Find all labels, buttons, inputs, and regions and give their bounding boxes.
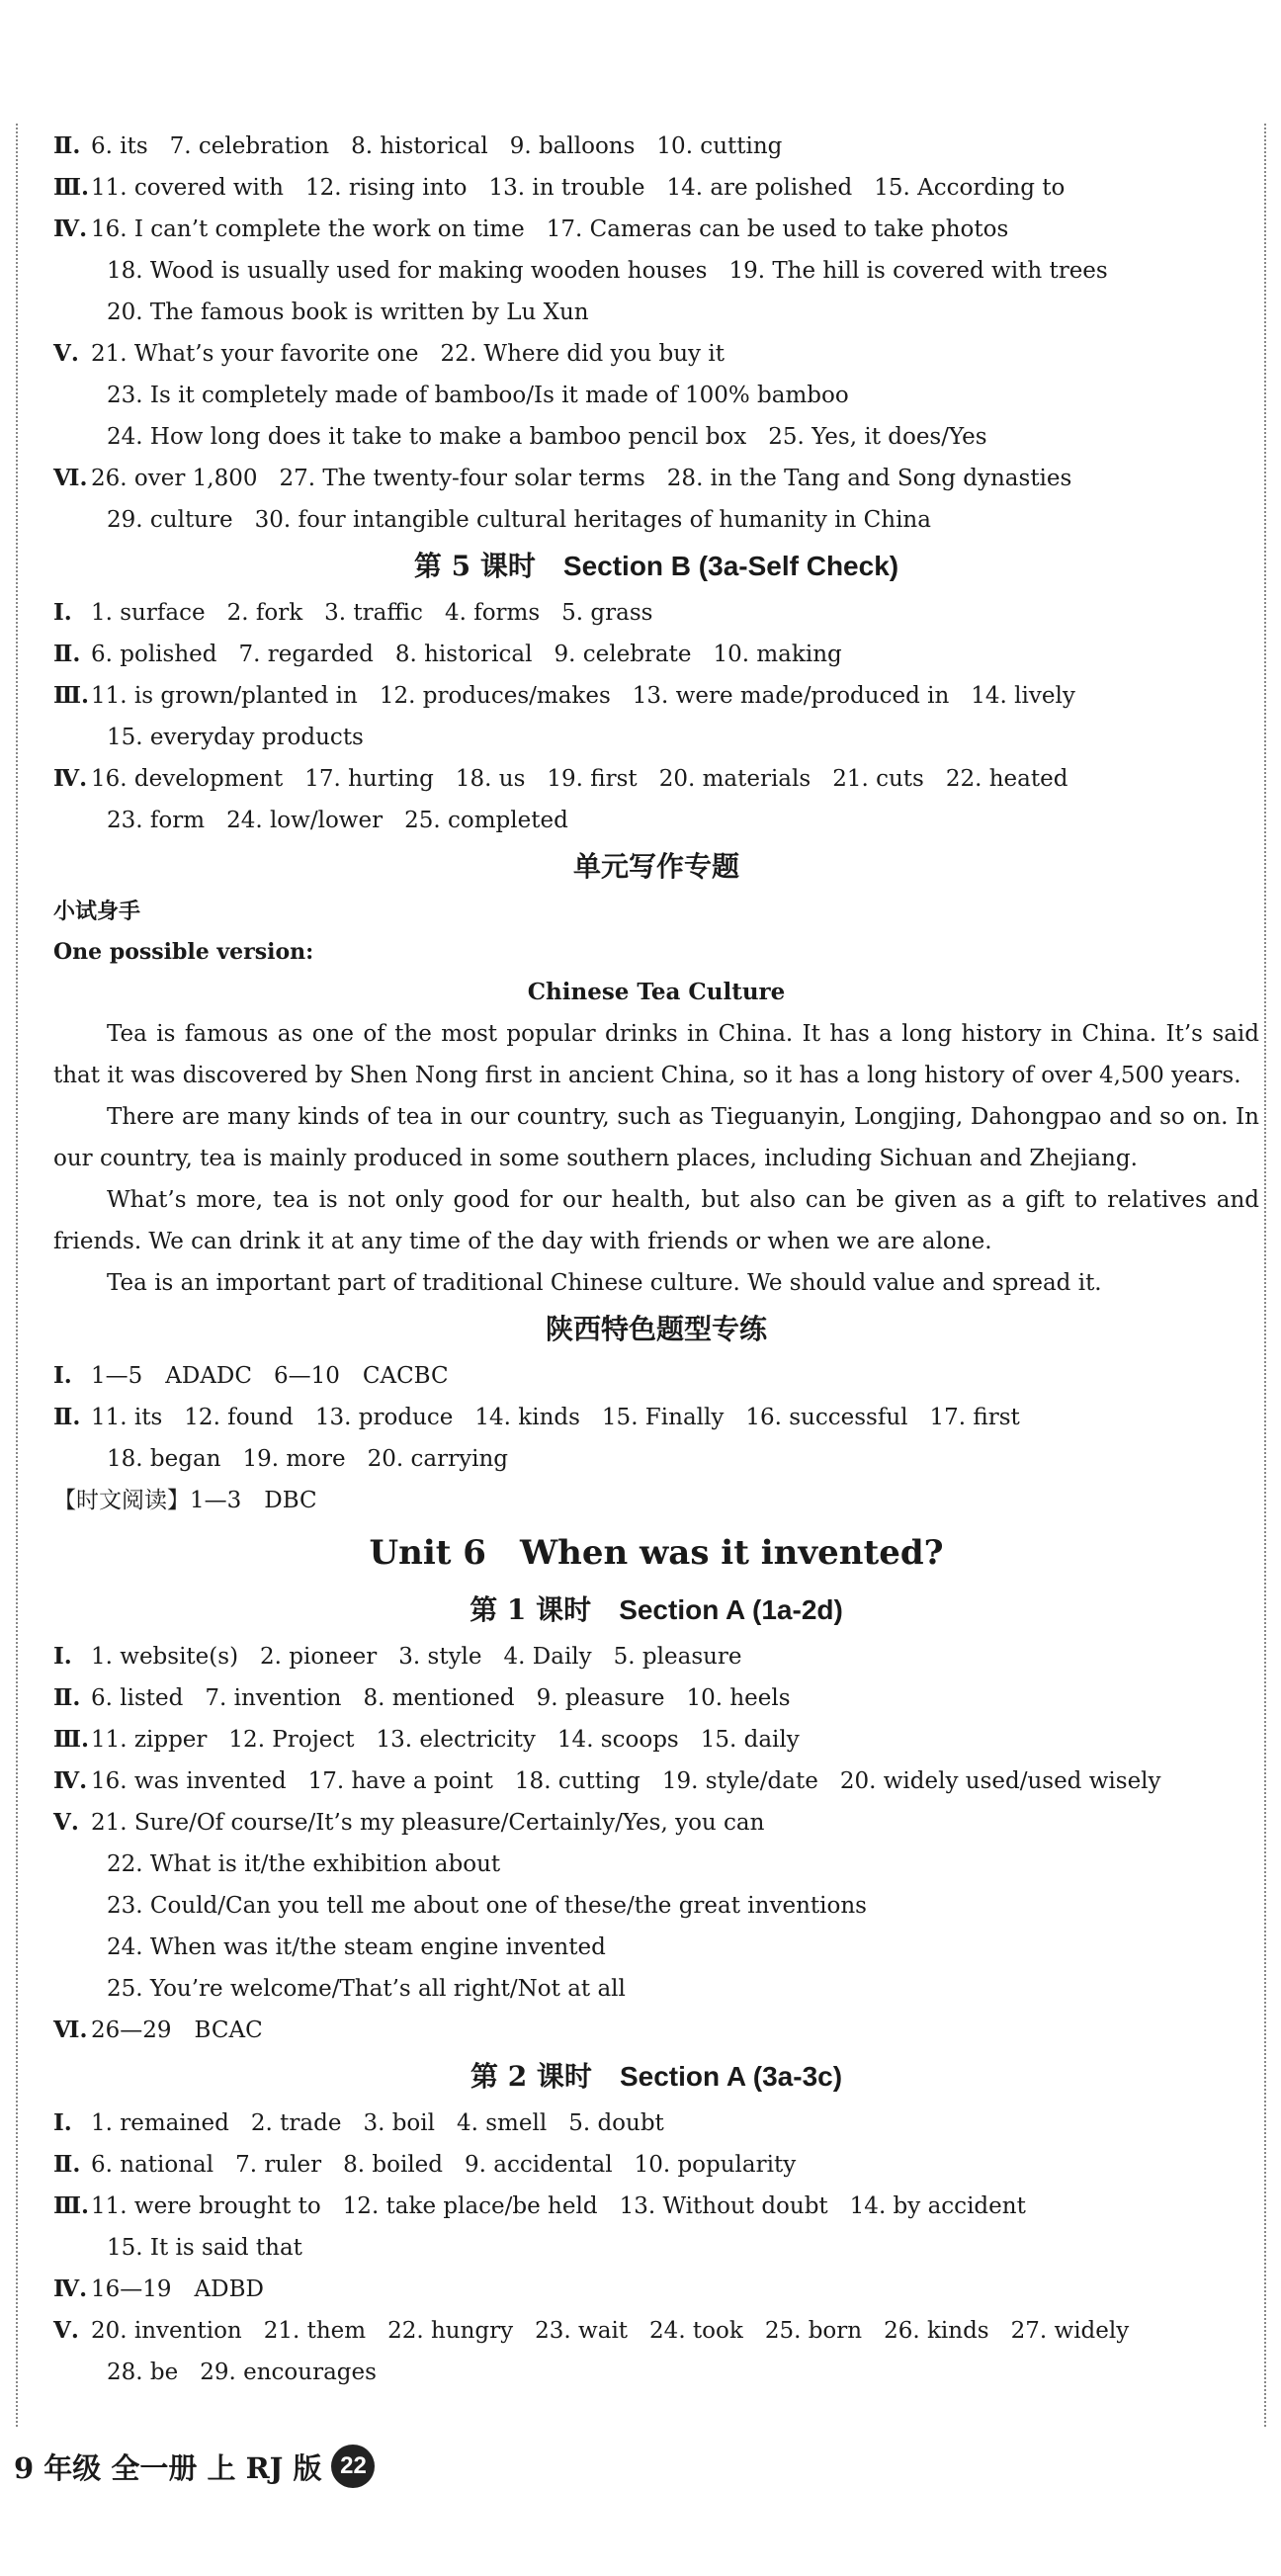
answer-item: 11. covered with [91, 175, 284, 201]
answer-item: 19. first [547, 766, 638, 792]
lesson-heading [53, 2051, 1259, 2103]
answer-line [53, 2010, 1259, 2051]
answer-item: 6. listed [91, 1685, 184, 1711]
page-footer [14, 2442, 375, 2491]
roman-numeral: Ⅲ. [53, 682, 90, 709]
answer-line [53, 1480, 1259, 1521]
essay-paragraph: What’s more, tea is not only good for our health, but also can be given as a gift to relatives and friends. We can drink it at any time of the day with friends or when we are alone. [53, 1187, 1259, 1254]
answer-line [53, 2103, 1259, 2144]
lesson-heading [53, 541, 1259, 592]
answer-item: 15. According to [874, 175, 1066, 201]
answer-item: 17. have a point [307, 1768, 493, 1794]
answer-item: 7. regarded [238, 642, 374, 667]
answer-item: 20. invention [91, 2318, 242, 2344]
answer-line [53, 333, 1259, 375]
answer-item: 17. Cameras can be used to take photos [546, 216, 1009, 242]
answer-item: 2. trade [250, 2110, 342, 2136]
answer-line [53, 126, 1259, 167]
answer-line [53, 1844, 1259, 1885]
answer-item: 30. four intangible cultural heritages of humanity in China [254, 507, 931, 533]
essay-paragraph: Tea is famous as one of the most popular drinks in China. It has a long history in China. It’s said that it was discovered by Shen Nong first in ancient China, so it has a long history of over 4,500 years. [53, 1021, 1259, 1088]
answer-line [53, 1968, 1259, 2010]
answer-item: 13. electricity [376, 1727, 536, 1753]
answer-item: 15. everyday products [107, 725, 364, 750]
answer-line [53, 499, 1259, 541]
answer-item: 1—5 ADADC [91, 1363, 252, 1389]
roman-numeral: Ⅰ. [53, 599, 72, 626]
answer-item: 8. boiled [343, 2152, 444, 2178]
answer-item: 11. zipper [91, 1727, 208, 1753]
answer-item: 8. historical [394, 642, 533, 667]
answer-item: 19. style/date [661, 1768, 818, 1794]
answer-item: 5. grass [561, 600, 653, 626]
chinese-heading: 单元写作专题 [572, 850, 739, 883]
answer-item: 1. website(s) [91, 1644, 239, 1670]
answer-item: 10. heels [686, 1685, 791, 1711]
answer-item: 6. its [91, 133, 148, 159]
answer-item: 12. Project [228, 1727, 355, 1753]
practice-label: 小试身手 [53, 900, 141, 924]
answer-item: 29. culture [107, 507, 233, 533]
answer-item: 7. celebration [169, 133, 330, 159]
answer-line [53, 2227, 1259, 2269]
answer-item: 13. Without doubt [619, 2193, 828, 2219]
right-dotted-rule [1264, 124, 1266, 2427]
answer-line [53, 2352, 1259, 2393]
answer-line [53, 1397, 1259, 1438]
answer-item: 23. Is it completely made of bamboo/Is it made of 100% bamboo [107, 383, 849, 408]
roman-numeral: Ⅵ. [53, 465, 88, 491]
answer-item: 4. Daily [503, 1644, 592, 1670]
answer-item: 16. successful [745, 1405, 908, 1430]
answer-item: 6. national [91, 2152, 214, 2178]
answer-item: 5. doubt [568, 2110, 664, 2136]
answer-item: 28. be [107, 2360, 179, 2385]
answer-item: 20. materials [658, 766, 811, 792]
answer-item: 19. more [242, 1446, 346, 1472]
answer-item: 28. in the Tang and Song dynasties [666, 466, 1072, 491]
page-number-badge: 22 [331, 2445, 375, 2488]
footer-grade-label: 9 年级 全一册 上 RJ 版 [14, 2450, 322, 2485]
answer-item: 【时文阅读】1—3 DBC [53, 1488, 317, 1513]
answer-item: 3. traffic [324, 600, 423, 626]
answer-item: 16. was invented [91, 1768, 287, 1794]
lesson-heading [53, 1585, 1259, 1636]
answer-item: 10. cutting [656, 133, 783, 159]
answer-item: 21. Sure/Of course/It’s my pleasure/Certainly/Yes, you can [91, 1810, 765, 1836]
answer-item: 12. take place/be held [342, 2193, 598, 2219]
answer-key-content [53, 126, 1259, 2393]
answer-item: 25. Yes, it does/Yes [768, 424, 987, 450]
answer-item: 10. popularity [634, 2152, 797, 2178]
answer-item: 15. daily [700, 1727, 800, 1753]
answer-item: 18. Wood is usually used for making wooden houses [107, 258, 708, 284]
answer-line [53, 167, 1259, 209]
answer-line [53, 1355, 1259, 1397]
answer-item: 20. The famous book is written by Lu Xun [107, 300, 589, 325]
answer-line [53, 2144, 1259, 2186]
roman-numeral: Ⅱ. [53, 132, 81, 159]
roman-numeral: Ⅴ. [53, 1809, 79, 1836]
answer-item: 7. ruler [235, 2152, 322, 2178]
left-dotted-rule [16, 124, 18, 2427]
answer-item: 3. style [398, 1644, 482, 1670]
answer-item: 27. widely [1010, 2318, 1130, 2344]
answer-item: 8. historical [351, 133, 488, 159]
unit-title: Unit 6 When was it invented? [369, 1533, 944, 1573]
answer-item: 13. in trouble [488, 175, 645, 201]
roman-numeral: Ⅳ. [53, 2275, 88, 2302]
answer-item: 12. rising into [304, 175, 468, 201]
answer-item: 22. What is it/the exhibition about [107, 1851, 501, 1877]
roman-numeral: Ⅱ. [53, 2151, 81, 2178]
roman-numeral: Ⅱ. [53, 1684, 81, 1711]
answer-item: 10. making [713, 642, 842, 667]
answer-item: 7. invention [205, 1685, 342, 1711]
answer-item: 25. You’re welcome/That’s all right/Not at all [107, 1976, 626, 2002]
answer-item: 2. fork [226, 600, 303, 626]
roman-numeral: Ⅳ. [53, 1767, 88, 1794]
answer-line [53, 1885, 1259, 1927]
roman-numeral: Ⅰ. [53, 2109, 72, 2136]
answer-item: 14. kinds [474, 1405, 580, 1430]
answer-line [53, 1802, 1259, 1844]
answer-item: 18. cutting [514, 1768, 640, 1794]
answer-item: 23. Could/Can you tell me about one of these/the great inventions [107, 1893, 867, 1919]
answer-item: 23. form [107, 808, 206, 833]
answer-item: 11. its [91, 1405, 163, 1430]
answer-item: 25. completed [404, 808, 568, 833]
roman-numeral: Ⅳ. [53, 215, 88, 242]
answer-line [53, 458, 1259, 499]
answer-item: 21. What’s your favorite one [91, 341, 419, 367]
section-name: Section A (1a-2d) [619, 1594, 843, 1625]
answer-item: 15. It is said that [107, 2235, 302, 2261]
answer-line [53, 717, 1259, 758]
answer-item: 26. over 1,800 [91, 466, 258, 491]
answer-item: 24. took [649, 2318, 743, 2344]
answer-line [53, 2310, 1259, 2352]
answer-line [53, 292, 1259, 333]
answer-item: 12. produces/makes [379, 683, 611, 709]
answer-item: 14. by accident [849, 2193, 1026, 2219]
roman-numeral: Ⅱ. [53, 1404, 81, 1430]
answer-item: 6. polished [91, 642, 217, 667]
answer-item: 11. were brought to [91, 2193, 321, 2219]
answer-line [53, 1677, 1259, 1719]
answer-line [53, 1438, 1259, 1480]
roman-numeral: Ⅵ. [53, 2017, 88, 2043]
answer-line [53, 375, 1259, 416]
answer-item: 29. encourages [200, 2360, 377, 2385]
roman-numeral: Ⅲ. [53, 2192, 90, 2219]
roman-numeral: Ⅰ. [53, 1643, 72, 1670]
answer-item: 16. development [91, 766, 284, 792]
answer-item: 25. born [764, 2318, 863, 2344]
answer-item: 14. lively [971, 683, 1075, 709]
roman-numeral: Ⅴ. [53, 2317, 79, 2344]
answer-item: 24. low/lower [226, 808, 384, 833]
answer-line [53, 2186, 1259, 2227]
answer-item: 20. carrying [367, 1446, 508, 1472]
lesson-number: 第 5 课时 [413, 550, 536, 582]
answer-line [53, 758, 1259, 800]
essay-paragraph: Tea is an important part of traditional Chinese culture. We should value and spread it. [107, 1270, 1102, 1296]
answer-item: 19. The hill is covered with trees [728, 258, 1108, 284]
answer-item: 13. were made/produced in [632, 683, 950, 709]
answer-item: 15. Finally [601, 1405, 725, 1430]
answer-item: 22. Where did you buy it [440, 341, 725, 367]
answer-line [53, 1927, 1259, 1968]
answer-item: 4. forms [444, 600, 541, 626]
answer-item: 24. When was it/the steam engine invented [107, 1934, 606, 1960]
answer-line [53, 1636, 1259, 1677]
answer-item: 9. accidental [465, 2152, 613, 2178]
answer-item: 23. wait [535, 2318, 629, 2344]
lesson-number: 第 2 课时 [470, 2060, 592, 2093]
answer-item: 4. smell [456, 2110, 548, 2136]
answer-line [53, 416, 1259, 458]
answer-item: 22. heated [945, 766, 1068, 792]
lesson-number: 第 1 课时 [470, 1593, 592, 1626]
answer-item: 24. How long does it take to make a bamboo pencil box [107, 424, 747, 450]
answer-line [53, 1760, 1259, 1802]
answer-item: 9. pleasure [536, 1685, 665, 1711]
answer-item: 21. cuts [832, 766, 924, 792]
answer-item: 8. mentioned [363, 1685, 515, 1711]
answer-line [53, 634, 1259, 675]
answer-item: 11. is grown/planted in [91, 683, 358, 709]
answer-item: 26. kinds [884, 2318, 989, 2344]
answer-item: 16. I can’t complete the work on time [91, 216, 525, 242]
answer-item: 1. remained [91, 2110, 229, 2136]
answer-item: 9. celebrate [554, 642, 692, 667]
version-label: One possible version: [53, 939, 314, 965]
essay-title: Chinese Tea Culture [527, 979, 786, 1005]
answer-line [53, 592, 1259, 634]
answer-item: 18. began [107, 1446, 221, 1472]
answer-item: 13. produce [314, 1405, 454, 1430]
roman-numeral: Ⅲ. [53, 174, 90, 201]
answer-line [53, 675, 1259, 717]
answer-line [53, 250, 1259, 292]
answer-item: 12. found [184, 1405, 294, 1430]
answer-item: 27. The twenty-four solar terms [279, 466, 645, 491]
roman-numeral: Ⅳ. [53, 765, 88, 792]
answer-line [53, 1719, 1259, 1760]
roman-numeral: Ⅲ. [53, 1726, 90, 1753]
answer-item: 22. hungry [387, 2318, 514, 2344]
answer-item: 3. boil [363, 2110, 435, 2136]
answer-line [53, 2269, 1259, 2310]
answer-line [53, 209, 1259, 250]
answer-item: 2. pioneer [260, 1644, 378, 1670]
answer-item: 26—29 BCAC [91, 2018, 263, 2043]
roman-numeral: Ⅴ. [53, 340, 79, 367]
answer-item: 14. are polished [666, 175, 853, 201]
answer-item: 9. balloons [509, 133, 636, 159]
answer-item: 17. hurting [304, 766, 434, 792]
answer-line [53, 800, 1259, 841]
section-name: Section A (3a-3c) [619, 2061, 843, 2092]
answer-item: 17. first [929, 1405, 1020, 1430]
essay-paragraph: There are many kinds of tea in our country, such as Tieguanyin, Longjing, Dahongpao and so on. In our country, tea is mainly produced in some southern places, including Sichuan and Zhejiang. [53, 1104, 1259, 1171]
answer-item: 5. pleasure [613, 1644, 742, 1670]
answer-item: 1. surface [91, 600, 206, 626]
roman-numeral: Ⅱ. [53, 641, 81, 667]
answer-item: 6—10 CACBC [273, 1363, 449, 1389]
roman-numeral: Ⅰ. [53, 1362, 72, 1389]
answer-item: 14. scoops [556, 1727, 679, 1753]
answer-item: 18. us [455, 766, 526, 792]
answer-item: 21. them [263, 2318, 367, 2344]
section-name: Section B (3a-Self Check) [562, 551, 899, 581]
answer-item: 16—19 ADBD [91, 2276, 264, 2302]
answer-item: 20. widely used/used wisely [839, 1768, 1161, 1794]
chinese-heading: 陕西特色题型专练 [545, 1313, 767, 1345]
